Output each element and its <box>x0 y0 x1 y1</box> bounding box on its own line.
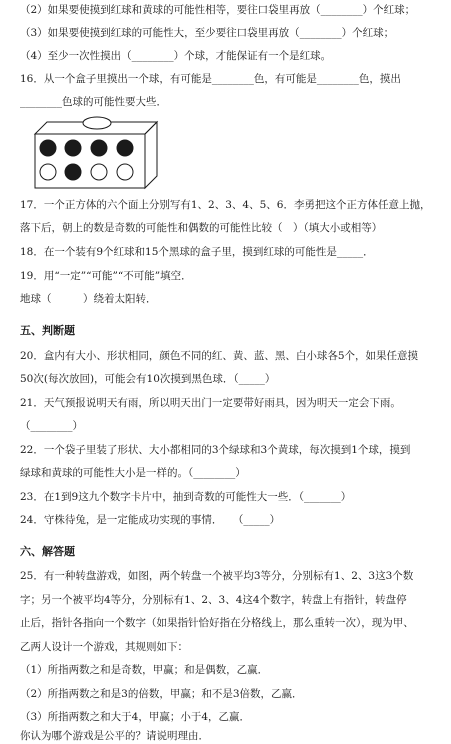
q15-part4: （4）至少一次性摸出（________）个球，才能保证有一个是红球。 <box>20 50 332 62</box>
section-judgement-title: 五、判断题 <box>20 324 75 337</box>
q22-line1: 22．一个袋子里装了形状、大小都相同的3个绿球和3个黄球，每次摸到1个球，摸到 <box>20 444 411 456</box>
q24: 24．守株待兔，是一定能成功实现的事情． （_____） <box>20 514 281 526</box>
q19: 19．用“一定”“可能”“不可能”填空． <box>20 270 192 282</box>
white-ball <box>40 164 56 180</box>
black-ball <box>65 140 81 156</box>
q18: 18．在一个装有9个红球和15个黑球的盒子里，摸到红球的可能性是_____． <box>20 246 374 258</box>
q15-part2: （2）如果要使摸到红球和黄球的可能性相等，要往口袋里再放（________）个红球； <box>20 4 416 16</box>
q25-line4: 乙两人设计一个游戏，其规则如下： <box>20 641 188 653</box>
black-ball <box>91 140 107 156</box>
q17-line2: 落下后，朝上的数是奇数的可能性和偶数的可能性比较（ ）（填大小或相等） <box>20 222 383 234</box>
q25-question: 你认为哪个游戏是公平的？请说明理由． <box>20 730 209 742</box>
q21-line1: 21．天气预报说明天有雨，所以明天出门一定要带好雨具，因为明天一定会下雨。 <box>20 397 401 409</box>
q16-line1: 16．从一个盒子里摸出一个球，有可能是________色，有可能是________色，摸出 <box>20 73 401 85</box>
white-ball <box>91 164 107 180</box>
black-ball <box>40 140 56 156</box>
q20-line2: 50次(每次放回)，可能会有10次摸到黑色球．（_____） <box>20 373 276 385</box>
q20-line1: 20．盒内有大小、形状相同，颜色不同的红、黄、蓝、黑、白小球各5个，如果任意摸 <box>20 350 419 362</box>
q22-line2: 绿球和黄球的可能性大小是一样的。（________） <box>20 467 246 479</box>
q25-line3: 止后，指针各指向一个数字（如果指针恰好指在分格线上，那么重转一次），现为甲、 <box>20 617 414 629</box>
white-ball <box>117 164 133 180</box>
q25-rule1: （1）所指两数之和是奇数，甲赢；和是偶数，乙赢． <box>20 664 269 676</box>
q23: 23．在1到9这九个数字卡片中，抽到奇数的可能性大一些．（_______） <box>20 491 352 503</box>
q25-rule2: （2）所指两数之和是3的倍数，甲赢；和不是3倍数，乙赢． <box>20 688 303 700</box>
q16-line2: ________色球的可能性要大些． <box>20 96 167 108</box>
section-answer-title: 六、解答题 <box>20 545 75 558</box>
black-ball <box>117 140 133 156</box>
q25-line2: 字；另一个被平均4等分，分别标有1、2、3、4这4个数字，转盘上有指针，转盘停 <box>20 594 407 606</box>
q25-rule3: （3）所指两数之和大于4，甲赢；小于4，乙赢． <box>20 711 251 723</box>
q25-line1: 25．有一种转盘游戏，如图，两个转盘一个被平均3等分，分别标有1、2、3这3个数 <box>20 570 414 582</box>
q21-line2: （________） <box>20 420 83 432</box>
q19-item: 地球（ ）绕着太阳转． <box>20 293 157 305</box>
q15-part3: （3）如果要使摸到红球的可能性大，至少要往口袋里再放（________）个红球； <box>20 27 395 39</box>
ball-box-figure <box>33 116 160 190</box>
q17-line1: 17．一个正方体的六个面上分别写有1、2、3、4、5、6．李勇把这个正方体任意上抛， <box>20 199 431 211</box>
black-ball <box>65 164 81 180</box>
